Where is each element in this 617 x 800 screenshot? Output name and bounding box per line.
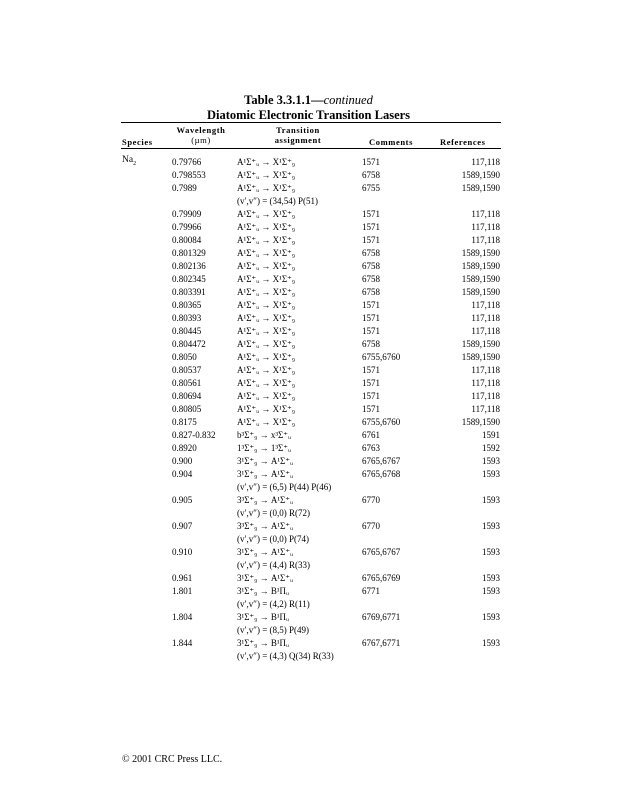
table-row [0, 468, 617, 480]
references-cell: 1593 [482, 521, 500, 531]
comments-cell: 1571 [362, 157, 380, 167]
comments-cell: 6767,6771 [362, 638, 401, 648]
table-row [0, 208, 617, 220]
table-row [0, 611, 617, 623]
comments-cell: 6770 [362, 521, 380, 531]
comments-cell: 6755,6760 [362, 417, 401, 427]
transition-cell: 3¹Σ⁺₉ → B¹Πᵤ [237, 586, 289, 596]
table-note-row [0, 481, 617, 493]
table-row [0, 429, 617, 441]
wavelength-cell: 0.80561 [172, 378, 202, 388]
comments-cell: 1571 [362, 222, 380, 232]
table-note-row [0, 195, 617, 207]
wavelength-cell: 0.802345 [172, 274, 206, 284]
references-cell: 1593 [482, 573, 500, 583]
vibrational-note: (v′,v″) = (34,54) P(51) [237, 196, 319, 206]
transition-cell: A¹Σ⁺ᵤ → X¹Σ⁺₉ [237, 183, 295, 193]
wavelength-cell: 0.8175 [172, 417, 197, 427]
comments-cell: 6770 [362, 495, 380, 505]
references-cell: 1589,1590 [461, 287, 500, 297]
comments-cell: 6763 [362, 443, 380, 453]
comments-cell: 6755,6760 [362, 352, 401, 362]
references-cell: 1591 [482, 430, 500, 440]
transition-cell: 3¹Σ⁺₉ → A¹Σ⁺ᵤ [237, 573, 293, 583]
species-subscript: 2 [133, 160, 137, 167]
references-cell: 1589,1590 [461, 274, 500, 284]
wavelength-cell: 0.802136 [172, 261, 206, 271]
vibrational-note: (v′,v″) = (0,0) P(74) [237, 534, 310, 544]
table-row [0, 403, 617, 415]
vibrational-note: (v′,v″) = (0,0) R(72) [237, 508, 311, 518]
table-row [0, 169, 617, 181]
vibrational-note: (v′,v″) = (4,4) R(33) [237, 560, 311, 570]
references-cell: 1589,1590 [461, 183, 500, 193]
comments-cell: 6765,6769 [362, 573, 401, 583]
comments-cell: 6758 [362, 248, 380, 258]
references-cell: 117,118 [471, 365, 500, 375]
comments-cell: 1571 [362, 300, 380, 310]
table-row [0, 455, 617, 467]
header-species: Species [122, 137, 153, 147]
wavelength-cell: 0.79966 [172, 222, 202, 232]
species-label: Na [122, 155, 134, 165]
wavelength-cell: 0.7989 [172, 183, 197, 193]
table-row [0, 377, 617, 389]
transition-cell: 3¹Σ⁺₉ → A¹Σ⁺ᵤ [237, 469, 293, 479]
table-row [0, 273, 617, 285]
wavelength-cell: 0.905 [172, 495, 193, 505]
comments-cell: 6771 [362, 586, 380, 596]
transition-cell: 1³Σ⁺₉ → 1³Σ⁺ᵤ [237, 443, 291, 453]
comments-cell: 6761 [362, 430, 380, 440]
table-row [0, 390, 617, 402]
table-row [0, 585, 617, 597]
comments-cell: 6758 [362, 170, 380, 180]
table-row [0, 351, 617, 363]
table-row [0, 364, 617, 376]
wavelength-cell: 0.80445 [172, 326, 202, 336]
wavelength-cell: 0.80084 [172, 235, 202, 245]
wavelength-cell: 0.80393 [172, 313, 202, 323]
references-cell: 117,118 [471, 157, 500, 167]
comments-cell: 6758 [362, 339, 380, 349]
vibrational-note: (v′,v″) = (8,5) P(49) [237, 625, 310, 635]
table-row [0, 416, 617, 428]
wavelength-cell: 0.798553 [172, 170, 206, 180]
comments-cell: 6758 [362, 274, 380, 284]
vibrational-note: (v′,v″) = (6,5) P(44) P(46) [237, 482, 332, 492]
comments-cell: 6758 [362, 261, 380, 271]
references-cell: 117,118 [471, 391, 500, 401]
comments-cell: 1571 [362, 235, 380, 245]
transition-cell: A¹Σ⁺ᵤ → X¹Σ⁺₉ [237, 235, 295, 245]
wavelength-cell: 0.80694 [172, 391, 202, 401]
table-row [0, 312, 617, 324]
table-row [0, 494, 617, 506]
transition-cell: A¹Σ⁺ᵤ → X¹Σ⁺₉ [237, 209, 295, 219]
comments-cell: 1571 [362, 326, 380, 336]
transition-cell: 3¹Σ⁺₉ → B¹Πᵤ [237, 638, 289, 648]
table-note-row [0, 507, 617, 519]
references-cell: 1593 [482, 495, 500, 505]
table-number: Table 3.3.1.1 [244, 93, 312, 107]
comments-cell: 6769,6771 [362, 612, 401, 622]
references-cell: 117,118 [471, 378, 500, 388]
header-wavelength-line2: (µm) [191, 135, 211, 145]
header-references: References [440, 137, 486, 147]
references-cell: 1593 [482, 638, 500, 648]
transition-cell: A¹Σ⁺ᵤ → X¹Σ⁺₉ [237, 313, 295, 323]
table-row [0, 260, 617, 272]
table-note-row [0, 559, 617, 571]
transition-cell: A¹Σ⁺ᵤ → X¹Σ⁺₉ [237, 365, 295, 375]
comments-cell: 6765,6767 [362, 456, 401, 466]
table-row [0, 299, 617, 311]
vibrational-note: (v′,v″) = (4,3) Q(34) R(33) [237, 651, 334, 661]
table-row [0, 546, 617, 558]
transition-cell: 3³Σ⁺₉ → A¹Σ⁺ᵤ [237, 521, 293, 531]
wavelength-cell: 0.827-0.832 [172, 430, 216, 440]
title-dash: — [311, 93, 324, 107]
wavelength-cell: 0.8050 [172, 352, 197, 362]
table-row [0, 247, 617, 259]
header-transition [262, 125, 334, 145]
table-row [0, 572, 617, 584]
references-cell: 1589,1590 [461, 339, 500, 349]
header-transition-line2: assignment [274, 135, 322, 145]
wavelength-cell: 0.80365 [172, 300, 202, 310]
transition-cell: A¹Σ⁺ᵤ → X¹Σ⁺₉ [237, 417, 295, 427]
transition-cell: A¹Σ⁺ᵤ → X¹Σ⁺₉ [237, 222, 295, 232]
comments-cell: 1571 [362, 391, 380, 401]
table-row [0, 234, 617, 246]
comments-cell: 1571 [362, 404, 380, 414]
copyright-footer: © 2001 CRC Press LLC. [122, 754, 223, 765]
references-cell: 117,118 [471, 235, 500, 245]
table-row [0, 637, 617, 649]
references-cell: 1589,1590 [461, 261, 500, 271]
transition-cell: A¹Σ⁺ᵤ → X¹Σ⁺₉ [237, 274, 295, 284]
references-cell: 117,118 [471, 222, 500, 232]
table-title [0, 93, 617, 108]
wavelength-cell: 0.961 [172, 573, 193, 583]
transition-cell: A¹Σ⁺ᵤ → X¹Σ⁺₉ [237, 391, 295, 401]
references-cell: 1593 [482, 547, 500, 557]
header-rule [121, 148, 501, 149]
wavelength-cell: 0.79909 [172, 209, 202, 219]
vibrational-note: (v′,v″) = (4,2) R(11) [237, 599, 310, 609]
comments-cell: 1571 [362, 313, 380, 323]
transition-cell: A¹Σ⁺ᵤ → X¹Σ⁺₉ [237, 261, 295, 271]
references-cell: 1593 [482, 456, 500, 466]
references-cell: 117,118 [471, 300, 500, 310]
references-cell: 1593 [482, 612, 500, 622]
wavelength-cell: 0.910 [172, 547, 193, 557]
references-cell: 1593 [482, 586, 500, 596]
table-row [0, 520, 617, 532]
header-wavelength-line1: Wavelength [176, 125, 226, 135]
table-row [0, 338, 617, 350]
table-note-row [0, 650, 617, 662]
comments-cell: 1571 [362, 209, 380, 219]
wavelength-cell: 1.844 [172, 638, 193, 648]
references-cell: 1593 [482, 469, 500, 479]
references-cell: 117,118 [471, 209, 500, 219]
header-transition-line1: Transition [276, 125, 320, 135]
comments-cell: 6758 [362, 287, 380, 297]
table-row [0, 286, 617, 298]
transition-cell: A¹Σ⁺ᵤ → X¹Σ⁺₉ [237, 300, 295, 310]
wavelength-cell: 0.907 [172, 521, 193, 531]
transition-cell: A¹Σ⁺ᵤ → X¹Σ⁺₉ [237, 339, 295, 349]
wavelength-cell: 0.80805 [172, 404, 202, 414]
transition-cell: A¹Σ⁺ᵤ → X¹Σ⁺₉ [237, 287, 295, 297]
references-cell: 117,118 [471, 313, 500, 323]
table-row [0, 325, 617, 337]
references-cell: 117,118 [471, 404, 500, 414]
wavelength-cell: 0.904 [172, 469, 193, 479]
references-cell: 1589,1590 [461, 417, 500, 427]
continued-label: continued [323, 93, 373, 107]
comments-cell: 6765,6767 [362, 547, 401, 557]
comments-cell: 1571 [362, 365, 380, 375]
table-note-row [0, 598, 617, 610]
transition-cell: A¹Σ⁺ᵤ → X¹Σ⁺₉ [237, 326, 295, 336]
table-row [0, 442, 617, 454]
table-row [0, 221, 617, 233]
comments-cell: 6765,6768 [362, 469, 401, 479]
top-rule [121, 122, 501, 123]
transition-cell: A¹Σ⁺ᵤ → X¹Σ⁺₉ [237, 352, 295, 362]
wavelength-cell: 0.801329 [172, 248, 206, 258]
transition-cell: 3³Σ⁺₉ → A¹Σ⁺ᵤ [237, 495, 293, 505]
comments-cell: 6755 [362, 183, 380, 193]
wavelength-cell: 1.801 [172, 586, 193, 596]
transition-cell: 3¹Σ⁺₉ → B¹Πᵤ [237, 612, 289, 622]
header-wavelength [172, 125, 230, 145]
transition-cell: A¹Σ⁺ᵤ → X¹Σ⁺₉ [237, 378, 295, 388]
comments-cell: 1571 [362, 378, 380, 388]
references-cell: 1592 [482, 443, 500, 453]
wavelength-cell: 1.804 [172, 612, 193, 622]
table-note-row [0, 624, 617, 636]
transition-cell: A¹Σ⁺ᵤ → X¹Σ⁺₉ [237, 157, 295, 167]
wavelength-cell: 0.80537 [172, 365, 202, 375]
wavelength-cell: 0.804472 [172, 339, 206, 349]
transition-cell: b³Σ⁺₉ → x³Σ⁺ᵤ [237, 430, 291, 440]
transition-cell: A¹Σ⁺ᵤ → X¹Σ⁺₉ [237, 170, 295, 180]
table-subtitle: Diatomic Electronic Transition Lasers [206, 108, 411, 122]
transition-cell: A¹Σ⁺ᵤ → X¹Σ⁺₉ [237, 404, 295, 414]
transition-cell: 3¹Σ⁺₉ → A¹Σ⁺ᵤ [237, 547, 293, 557]
wavelength-cell: 0.803391 [172, 287, 206, 297]
table-row [0, 156, 617, 168]
transition-cell: 3¹Σ⁺₉ → A¹Σ⁺ᵤ [237, 456, 293, 466]
wavelength-cell: 0.8920 [172, 443, 197, 453]
table-note-row [0, 533, 617, 545]
wavelength-cell: 0.79766 [172, 157, 202, 167]
table-row [0, 182, 617, 194]
references-cell: 1589,1590 [461, 170, 500, 180]
references-cell: 117,118 [471, 326, 500, 336]
transition-cell: A¹Σ⁺ᵤ → X¹Σ⁺₉ [237, 248, 295, 258]
header-comments: Comments [369, 137, 413, 147]
references-cell: 1589,1590 [461, 248, 500, 258]
wavelength-cell: 0.900 [172, 456, 193, 466]
references-cell: 1589,1590 [461, 352, 500, 362]
